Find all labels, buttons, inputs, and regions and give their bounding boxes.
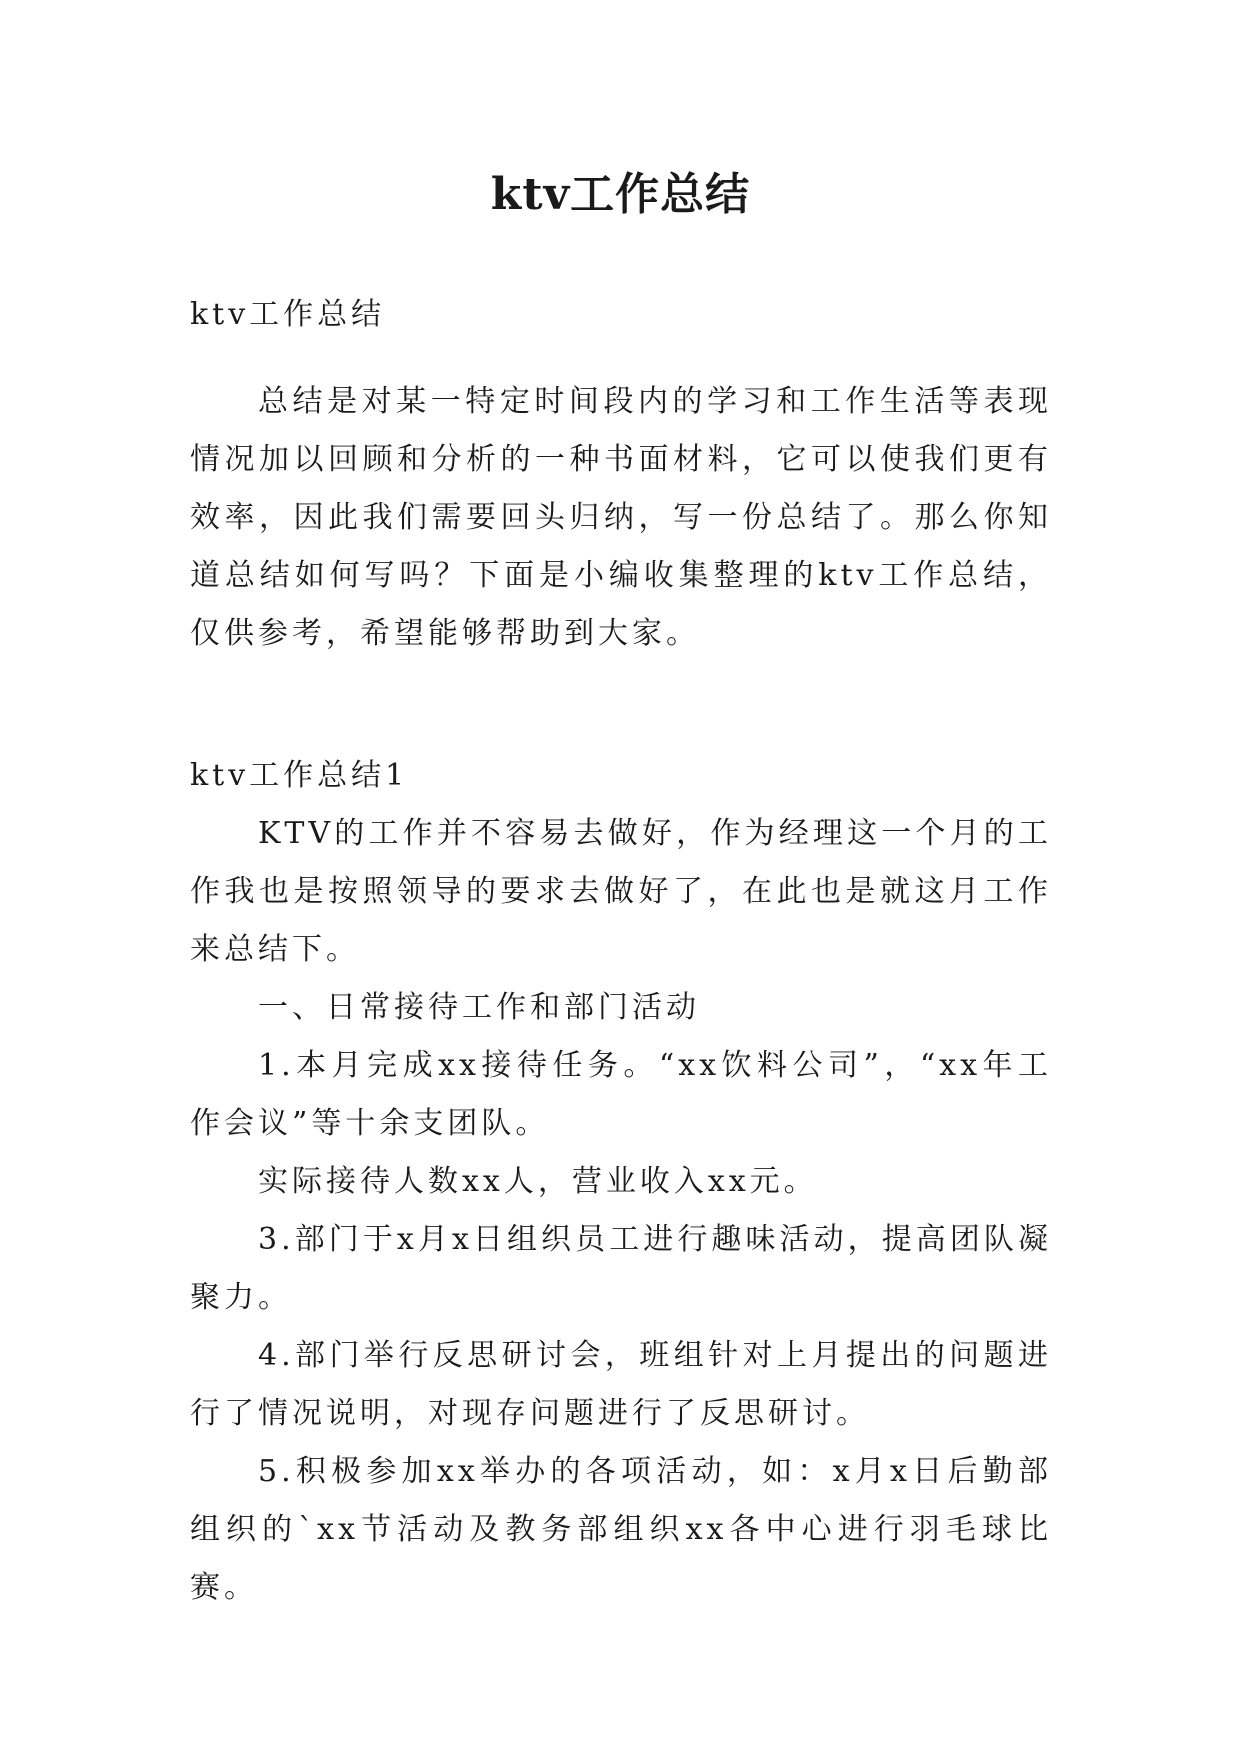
section-paragraph: KTV的工作并不容易去做好，作为经理这一个月的工作我也是按照领导的要求去做好了，在此也是就这月工作来总结下。 [190,816,1052,967]
list-item: 实际接待人数xx人，营业收入xx元。 [258,1164,818,1199]
list-item: 4.部门举行反思研讨会，班组针对上月提出的问题进行了情况说明，对现存问题进行了反思研讨。 [190,1338,1052,1431]
document-title: ktv工作总结 [490,169,751,220]
subheading: 一、日常接待工作和部门活动 [258,990,700,1025]
intro-paragraph: 总结是对某一特定时间段内的学习和工作生活等表现情况加以回顾和分析的一种书面材料，它可以使我们更有效率，因此我们需要回头归纳，写一份总结了。那么你知道总结如何写吗？下面是小编收集整理的ktv工作总结，仅供参考，希望能够帮助到大家。 [190,384,1052,651]
list-item: 1.本月完成xx接待任务。“xx饮料公司”，“xx年工作会议”等十余支团队。 [190,1048,1052,1141]
list-item: 3.部门于x月x日组织员工进行趣味活动，提高团队凝聚力。 [190,1222,1052,1315]
document-subtitle: ktv工作总结 [190,297,386,332]
list-item: 5.积极参加xx举办的各项活动，如：x月x日后勤部组织的`xx节活动及教务部组织xx各中心进行羽毛球比赛。 [190,1454,1052,1605]
section-heading: ktv工作总结1 [190,758,409,793]
